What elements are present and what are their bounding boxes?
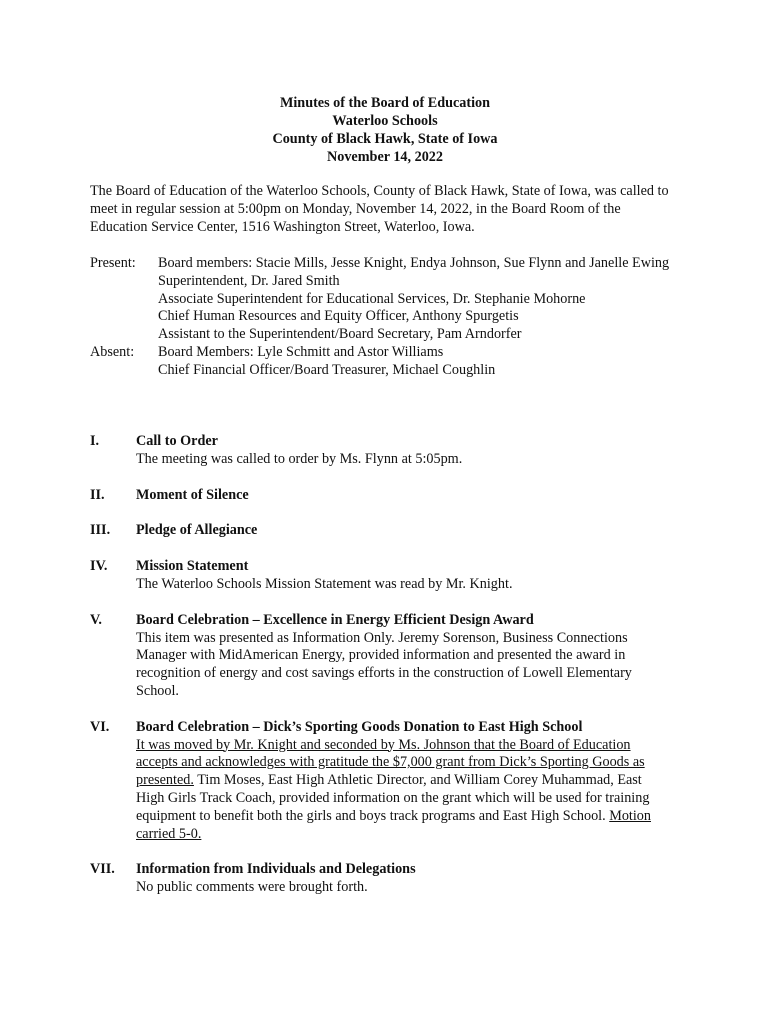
section-number: I. (90, 433, 100, 449)
header-title: Minutes of the Board of Education (279, 95, 491, 111)
header-date: November 14, 2022 (327, 149, 443, 165)
section-call-to-order (90, 433, 690, 469)
section-number: VII. (90, 861, 115, 878)
present-line: Board members: Stacie Mills, Jesse Knight, Endya Johnson, Sue Flynn and Janelle Ewing (158, 255, 670, 271)
section-moment-of-silence (90, 487, 690, 505)
section-text: No public comments were brought forth. (136, 879, 368, 896)
absent-row (90, 344, 690, 380)
section-energy-award (90, 612, 690, 701)
header-county: County of Black Hawk, State of Iowa (272, 131, 498, 147)
section-title: Moment of Silence (136, 486, 249, 503)
section-text: This item was presented as Information Only. Jeremy Sorenson, Business Connections Manager with MidAmerican Energy, provided information and presented the award in recognition of energy and cost savings efforts in the construction of Lowell Elementary School. (136, 629, 632, 699)
section-title: Board Celebration – Dick’s Sporting Goods Donation to East High School (136, 718, 583, 735)
agenda-sections (90, 433, 690, 915)
section-public-comments (90, 861, 690, 897)
motion-result: Motion carried 5-0. (136, 807, 651, 842)
absent-label: Absent: (90, 343, 135, 360)
present-label: Present: (90, 255, 136, 271)
section-number: V. (90, 611, 102, 628)
section-title: Mission Statement (136, 558, 249, 575)
absent-line: Chief Financial Officer/Board Treasurer, Michael Coughlin (158, 361, 496, 378)
section-number: IV. (90, 558, 108, 575)
present-line: Assistant to the Superintendent/Board Secretary, Pam Arndorfer (158, 326, 522, 343)
section-title: Call to Order (136, 433, 218, 449)
present-row (90, 255, 690, 344)
section-title: Pledge of Allegiance (136, 522, 258, 539)
section-number: II. (90, 486, 105, 503)
discussion-text: Tim Moses, East High Athletic Director, and William Corey Muhammad, East High Girls Track Coach, provided information on the grant which will be used for training equipment to benefit both the girls and boys track programs and East High School. (136, 772, 650, 824)
section-sporting-goods-donation (90, 719, 690, 844)
section-number: VI. (90, 718, 110, 735)
motion-text: It was moved by Mr. Knight and seconded by Ms. Johnson that the Board of Education accepts and acknowledges with gratitude the $7,000 grant from Dick’s Sporting Goods as presented. (136, 736, 645, 789)
section-mission-statement (90, 558, 690, 594)
present-line: Chief Human Resources and Equity Officer, Anthony Spurgetis (158, 308, 519, 325)
present-line: Associate Superintendent for Educational Services, Dr. Stephanie Mohorne (158, 290, 586, 307)
section-title: Board Celebration – Excellence in Energy Efficient Design Award (136, 611, 534, 628)
attendance-roster (90, 255, 690, 380)
section-pledge (90, 522, 690, 540)
intro-paragraph: The Board of Education of the Waterloo Schools, County of Black Hawk, State of Iowa, was called to meet in regular session at 5:00pm on Monday, November 14, 2022, in the Board Room of the Education Service Center, 1516 Washington Street, Waterloo, Iowa. (90, 183, 669, 235)
header-district: Waterloo Schools (332, 113, 438, 129)
absent-line: Board Members: Lyle Schmitt and Astor Williams (158, 343, 444, 360)
section-text: The Waterloo Schools Mission Statement was read by Mr. Knight. (136, 575, 513, 592)
present-line: Superintendent, Dr. Jared Smith (158, 272, 340, 289)
section-number: III. (90, 522, 111, 539)
section-text (136, 737, 668, 844)
section-title: Information from Individuals and Delegations (136, 861, 416, 878)
section-text: The meeting was called to order by Ms. Flynn at 5:05pm. (136, 450, 463, 467)
document-header (0, 94, 770, 166)
